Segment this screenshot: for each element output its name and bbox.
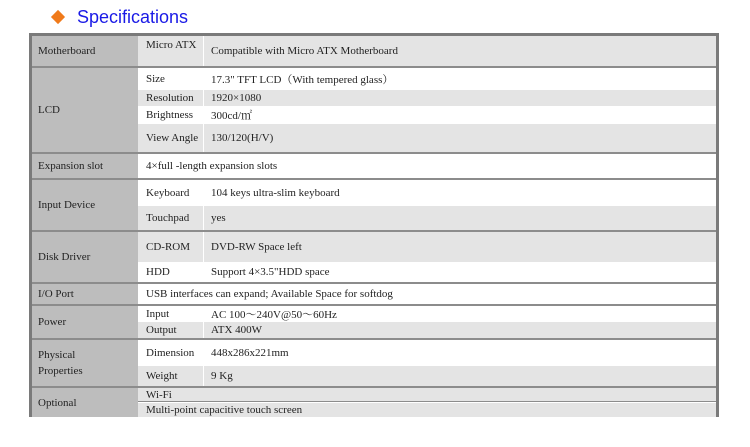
spec-row-lcd <box>32 68 716 154</box>
spec-key: Resolution <box>138 90 204 106</box>
spec-row-physical-properties <box>32 340 716 388</box>
spec-row-input-device <box>32 180 716 232</box>
spec-row-expansion-slot <box>32 154 716 180</box>
spec-value: yes <box>211 212 226 224</box>
spec-row-optional <box>32 388 716 417</box>
spec-value: 104 keys ultra-slim keyboard <box>211 187 340 199</box>
spec-key: View Angle <box>138 124 204 152</box>
spec-value: USB interfaces can expand; Available Space for softdog <box>138 284 716 304</box>
spec-row-io-port <box>32 284 716 306</box>
spec-value: 9 Kg <box>211 370 233 382</box>
spec-key: Input <box>138 306 204 322</box>
spec-label: LCD <box>32 68 138 152</box>
spec-label: I/O Port <box>32 284 138 304</box>
spec-label: Power <box>32 306 138 338</box>
spec-value: AC 100～240V@50～60Hz <box>211 309 337 321</box>
spec-label: Disk Driver <box>32 232 138 282</box>
spec-key: Output <box>138 322 204 338</box>
spec-key: Weight <box>138 366 204 386</box>
spec-value: DVD-RW Space left <box>211 241 302 253</box>
spec-value: Support 4×3.5"HDD space <box>211 266 330 278</box>
spec-label: Motherboard <box>32 36 138 66</box>
spec-option: Wi-Fi <box>138 388 716 402</box>
section-header <box>50 5 188 29</box>
spec-value: Compatible with Micro ATX Motherboard <box>211 45 398 57</box>
spec-key: Micro ATX <box>138 36 204 66</box>
spec-key: Size <box>138 68 204 90</box>
page-title: Specifications <box>77 6 189 27</box>
spec-key: Keyboard <box>138 180 204 206</box>
spec-value: 130/120(H/V) <box>211 132 274 144</box>
spec-label: Optional <box>32 388 138 417</box>
spec-key: Brightness <box>138 106 204 124</box>
spec-value: 1920×1080 <box>211 92 262 104</box>
spec-key: Touchpad <box>138 206 204 230</box>
spec-value: ATX 400W <box>211 324 263 336</box>
spec-row-disk-driver <box>32 232 716 284</box>
spec-table <box>29 33 719 417</box>
spec-key: CD-ROM <box>138 232 204 262</box>
spec-value: 448x286x221mm <box>211 347 289 359</box>
spec-key: Dimension <box>138 340 204 366</box>
spec-value: 17.3" TFT LCD（With tempered glass） <box>211 74 394 86</box>
spec-label: Input Device <box>32 180 138 230</box>
spec-label: Physical Properties <box>32 340 138 386</box>
spec-label: Expansion slot <box>32 154 138 178</box>
spec-row-motherboard <box>32 36 716 68</box>
spec-option: Multi-point capacitive touch screen <box>138 403 716 417</box>
diamond-bullet-icon <box>51 10 65 24</box>
spec-value: 300cd/㎡ <box>211 110 252 122</box>
spec-row-power <box>32 306 716 340</box>
spec-key: HDD <box>138 262 204 282</box>
spec-value: 4×full -length expansion slots <box>138 154 716 178</box>
